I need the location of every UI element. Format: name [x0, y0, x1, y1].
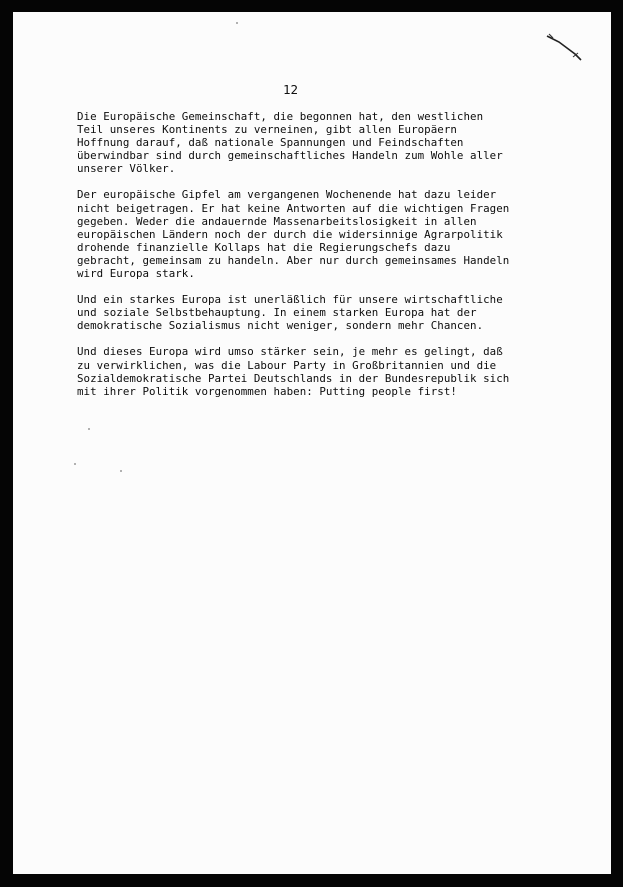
corner-staple-mark: [545, 30, 585, 64]
scan-speck: [88, 428, 90, 430]
paragraph-1: Die Europäische Gemeinschaft, die begonnen hat, den westlichen Teil unseres Kontinents zu verneinen, gibt allen Europäern Hoffnung darauf, daß nationale Spannungen und Feindschaften überwindbar sind durch gemeinschaftliches Handeln zum Wohle aller unserer Völker.: [77, 110, 503, 176]
scan-speck: [236, 22, 238, 24]
paragraph-3: Und ein starkes Europa ist unerläßlich für unsere wirtschaftliche und soziale Selbstbehauptung. In einem starken Europa hat der demokratische Sozialismus nicht weniger, sondern mehr Chancen.: [77, 293, 503, 333]
paragraph-4: Und dieses Europa wird umso stärker sein, je mehr es gelingt, daß zu verwirklichen, was die Labour Party in Großbritannien und die Sozialdemokratische Partei Deutschlands in der Bundesrepublik sich mit ihrer Politik vorgenommen haben: Putting people first!: [77, 345, 510, 398]
page-number: 12: [283, 82, 299, 97]
letter-body: [77, 110, 567, 411]
paragraph-2: Der europäische Gipfel am vergangenen Wochenende hat dazu leider nicht beigetragen. Er hat keine Antworten auf die wichtigen Fragen gegeben. Weder die andauernde Massenarbeitslosigkeit in allen europäischen Ländern noch der durch die widersinnige Agrarpolitik drohende finanzielle Kollaps hat die Regierungschefs dazu gebracht, gemeinsam zu handeln. Aber nur durch gemeinsames Handeln wird Europa stark.: [77, 188, 510, 281]
scan-speck: [120, 470, 122, 472]
scan-speck: [74, 463, 76, 465]
